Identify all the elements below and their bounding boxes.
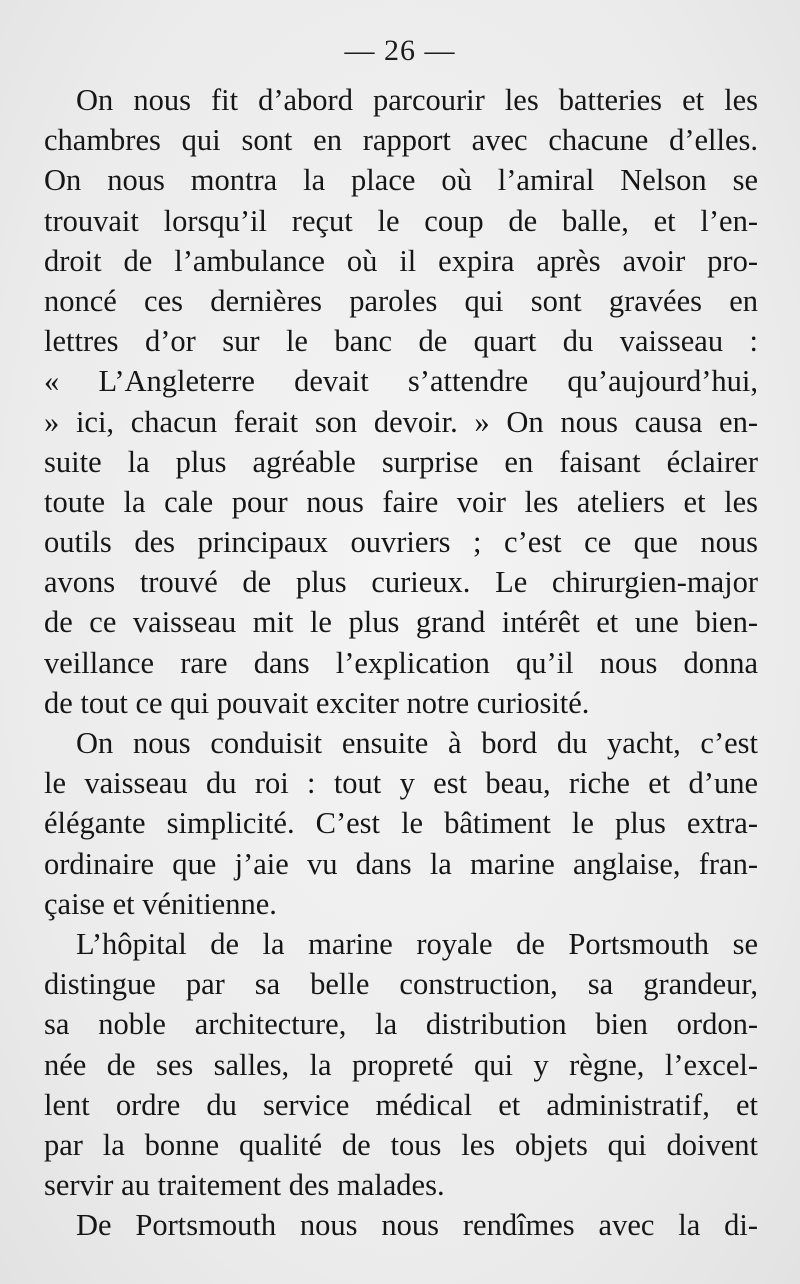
- text-line: trouvait lorsqu’il reçut le coup de balle, et l’en-: [44, 203, 758, 238]
- text-line: On nous conduisit ensuite à bord du yacht, c’est: [76, 726, 758, 760]
- text-line: sa noble architecture, la distribution bien ordon-: [44, 1007, 758, 1042]
- text-line: De Portsmouth nous nous rendîmes avec la di-: [76, 1208, 758, 1243]
- text-line: On nous fit d’abord parcourir les batteries et les: [76, 83, 758, 117]
- text-line: ordinaire que j’aie vu dans la marine anglaise, fran-: [44, 846, 758, 881]
- text-line: suite la plus agréable surprise en faisant éclairer: [44, 444, 758, 479]
- text-line: chambres qui sont en rapport avec chacune d’elles.: [44, 123, 758, 158]
- text-line: On nous montra la place où l’amiral Nelson se: [44, 163, 758, 198]
- text-line: outils des principaux ouvriers ; c’est ce que nous: [44, 525, 758, 560]
- text-line: avons trouvé de plus curieux. Le chirurgien-major: [44, 565, 758, 600]
- text-line: de tout ce qui pouvait exciter notre curiosité.: [44, 685, 590, 720]
- paragraph: [44, 723, 758, 924]
- text-line: de ce vaisseau mit le plus grand intérêt et une bien-: [44, 605, 758, 640]
- text-line: çaise et vénitienne.: [44, 886, 277, 921]
- text-line: servir au traitement des malades.: [44, 1168, 445, 1203]
- page-number: — 26 —: [344, 34, 456, 67]
- text-line: distingue par sa belle construction, sa grandeur,: [44, 967, 758, 1002]
- text-line: droit de l’ambulance où il expira après avoir pro-: [44, 243, 758, 278]
- text-line: née de ses salles, la propreté qui y règne, l’excel-: [44, 1047, 758, 1082]
- text-line: » ici, chacun ferait son devoir. » On nous causa en-: [44, 404, 758, 439]
- text-line: élégante simplicité. C’est le bâtiment le plus extra-: [44, 806, 758, 841]
- text-line: lent ordre du service médical et administratif, et: [44, 1087, 758, 1122]
- text-line: noncé ces dernières paroles qui sont gravées en: [44, 283, 758, 318]
- paragraph: [44, 1205, 758, 1245]
- paragraph: [44, 924, 758, 1205]
- paragraph: [44, 80, 758, 723]
- text-line: « L’Angleterre devait s’attendre qu’aujourd’hui,: [44, 364, 758, 399]
- body-text: [44, 80, 758, 1245]
- text-line: toute la cale pour nous faire voir les ateliers et les: [44, 484, 758, 519]
- text-line: lettres d’or sur le banc de quart du vaisseau :: [44, 324, 758, 359]
- text-line: le vaisseau du roi : tout y est beau, riche et d’une: [44, 766, 758, 801]
- text-line: veillance rare dans l’explication qu’il nous donna: [44, 645, 758, 680]
- text-line: L’hôpital de la marine royale de Portsmouth se: [76, 926, 758, 961]
- text-line: par la bonne qualité de tous les objets qui doivent: [44, 1127, 758, 1162]
